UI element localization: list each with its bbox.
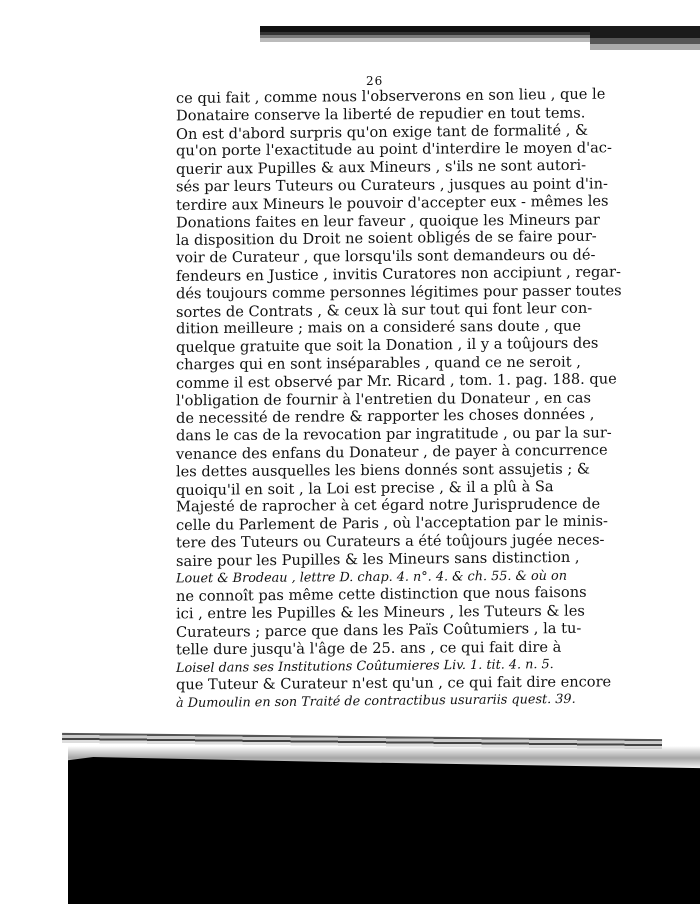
text-line: Loisel dans ses Institutions Coûtumieres Liv. 1. tit. 4. n. 5. [176,656,554,676]
text-line: voir de Curateur , que lorsqu'ils sont demandeurs ou dé- [176,246,596,267]
text-line: la disposition du Droit ne soient obligés de se faire pour- [176,228,597,250]
text-line: Donations faites en leur faveur , quoique les Mineurs par [176,210,600,231]
text-line: saire pour les Pupilles & les Mineurs sans distinction , [176,548,580,570]
text-line: ici , entre les Pupilles & les Mineurs , les Tuteurs & les [176,602,585,623]
text-line: qu'on porte l'exactitude au point d'interdire le moyen d'ac- [176,139,612,160]
text-line: dés toujours comme personnes légitimes pour passer toutes [176,282,622,303]
text-line: Majesté de raprocher à cet égard notre Jurisprudence de [176,495,601,516]
text-line: charges qui en sont inséparables , quand ce ne seroit , [176,353,581,374]
text-line: querir aux Pupilles & aux Mineurs , s'ils ne sont autori- [176,156,587,179]
text-line: telle dure jusqu'à l'âge de 25. ans , ce qui fait dire à [176,638,562,659]
text-line: que Tuteur & Curateur n'est qu'un , ce qui fait dire encore [176,673,612,694]
text-line: venance des enfans du Donateur , de payer à concurrence [176,441,608,463]
text-line: ce qui fait , comme nous l'observerons en son lieu , que le [176,85,606,108]
text-line: les dettes ausquelles les biens donnés sont assujetis ; & [176,460,590,481]
scan-shadow [68,746,700,786]
text-line: quoiqu'il en soit , la Loi est precise , & il a plû à Sa [176,477,554,499]
text-line: sés par leurs Tuteurs ou Curateurs , jusques au point d'in- [176,175,608,196]
text-line: celle du Parlement de Paris , où l'acceptation par le minis- [176,512,608,535]
text-line: terdire aux Mineurs le pouvoir d'accepter eux - mêmes les [176,192,609,214]
text-line: dans le cas de la revocation par ingratitude , ou par la sur- [176,424,612,445]
page-number: 26 [366,74,384,88]
page-text-block [176,85,622,712]
text-line: Louet & Brodeau , lettre D. chap. 4. n°. 4. & ch. 55. & où on [176,568,567,586]
page-top-edge-corner [590,26,700,56]
text-line: quelque gratuite que soit la Donation , il y a toûjours des [176,334,599,357]
text-line: à Dumoulin en son Traité de contractibus usurariis quest. 39. [176,691,576,712]
text-line: dition meilleure ; mais on a consideré sans doute , que [176,317,581,338]
text-line: de necessité de rendre & rapporter les choses données , [176,406,595,428]
text-line: tere des Tuteurs ou Curateurs a été toûjours jugée neces- [176,531,605,552]
text-line: fendeurs en Justice , invitis Curatores non accipiunt , regar- [176,263,621,286]
text-line: l'obligation de fournir à l'entretien du Donateur , en cas [176,389,591,409]
book-page [176,74,622,712]
text-line: comme il est observé par Mr. Ricard , tom. 1. pag. 188. que [176,370,617,392]
text-line: Curateurs ; parce que dans les Païs Coûtumiers , la tu- [176,619,582,641]
text-line: sortes de Contrats , & ceux là sur tout qui font leur con- [176,299,593,321]
text-line: ne connoît pas même cette distinction que nous faisons [176,584,587,606]
text-line: Donataire conserve la liberté de repudier en tout tems. [176,104,586,125]
text-line: On est d'abord surpris qu'on exige tant de formalité , & [176,121,589,143]
